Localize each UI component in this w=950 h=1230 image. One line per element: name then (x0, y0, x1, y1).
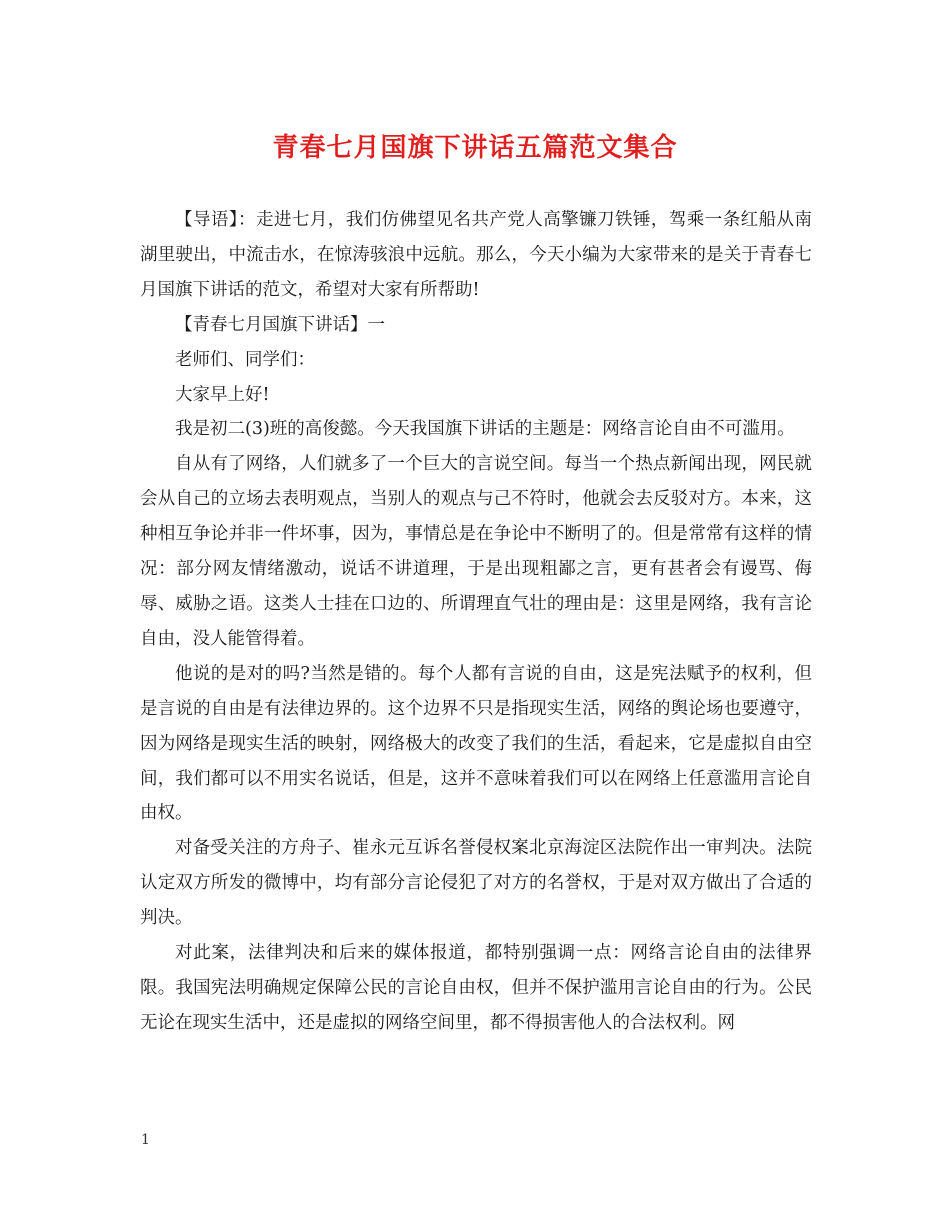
paragraph-intro: 【导语】：走进七月，我们仿佛望见名共产党人高擎镰刀铁锤，驾乘一条红船从南湖里驶出，中流击水，在惊涛骇浪中远航。那么，今天小编为大家带来的是关于青春七月国旗下讲话的范文，希望对大家有所帮助! (140, 210, 812, 300)
paragraph-body-4: 对此案，法律判决和后来的媒体报道，都特别强调一点：网络言论自由的法律界限。我国宪法明确规定保障公民的言论自由权，但并不保护滥用言论自由的行为。公民无论在现实生活中，还是虚拟的网络空间里，都不得损害他人的合法权利。网 (140, 943, 812, 1033)
paragraph-body-1: 自从有了网络，人们就多了一个巨大的言说空间。每当一个热点新闻出现，网民就会从自己的立场去表明观点，当别人的观点与己不符时，他就会去反驳对方。本来，这种相互争论并非一件坏事，因为，事情总是在争论中不断明了的。但是常常有这样的情况：部分网友情绪激动，说话不讲道理，于是出现粗鄙之言，更有甚者会有谩骂、侮辱、威胁之语。这类人士挂在口边的、所谓理直气壮的理由是：这里是网络，我有言论自由，没人能管得着。 (140, 454, 812, 649)
paragraph-section-heading: 【青春七月国旗下讲话】一 (175, 314, 385, 335)
paragraph-topic: 我是初二(3)班的高俊懿。今天我国旗下讲话的主题是：网络言论自由不可滥用。 (175, 419, 795, 440)
page-number: 1 (141, 1132, 150, 1148)
paragraph-body-3: 对备受关注的方舟子、崔永元互诉名誉侵权案北京海淀区法院作出一审判决。法院认定双方所发的微博中，均有部分言论侵犯了对方的名誉权，于是对双方做出了合适的判决。 (140, 838, 812, 929)
paragraph-body-2: 他说的是对的吗?当然是错的。每个人都有言说的自由，这是宪法赋予的权利，但是言说的自由是有法律边界的。这个边界不只是指现实生活，网络的舆论场也要遵守，因为网络是现实生活的映射，网络极大的改变了我们的生活，看起来，它是虚拟自由空间，我们都可以不用实名说话，但是，这并不意味着我们可以在网络上任意滥用言论自由权。 (140, 663, 812, 824)
document-title: 青春七月国旗下讲话五篇范文集合 (272, 133, 678, 163)
document-body (140, 203, 812, 1041)
paragraph-salutation: 老师们、同学们： (175, 349, 315, 370)
paragraph-greeting: 大家早上好! (175, 384, 270, 405)
